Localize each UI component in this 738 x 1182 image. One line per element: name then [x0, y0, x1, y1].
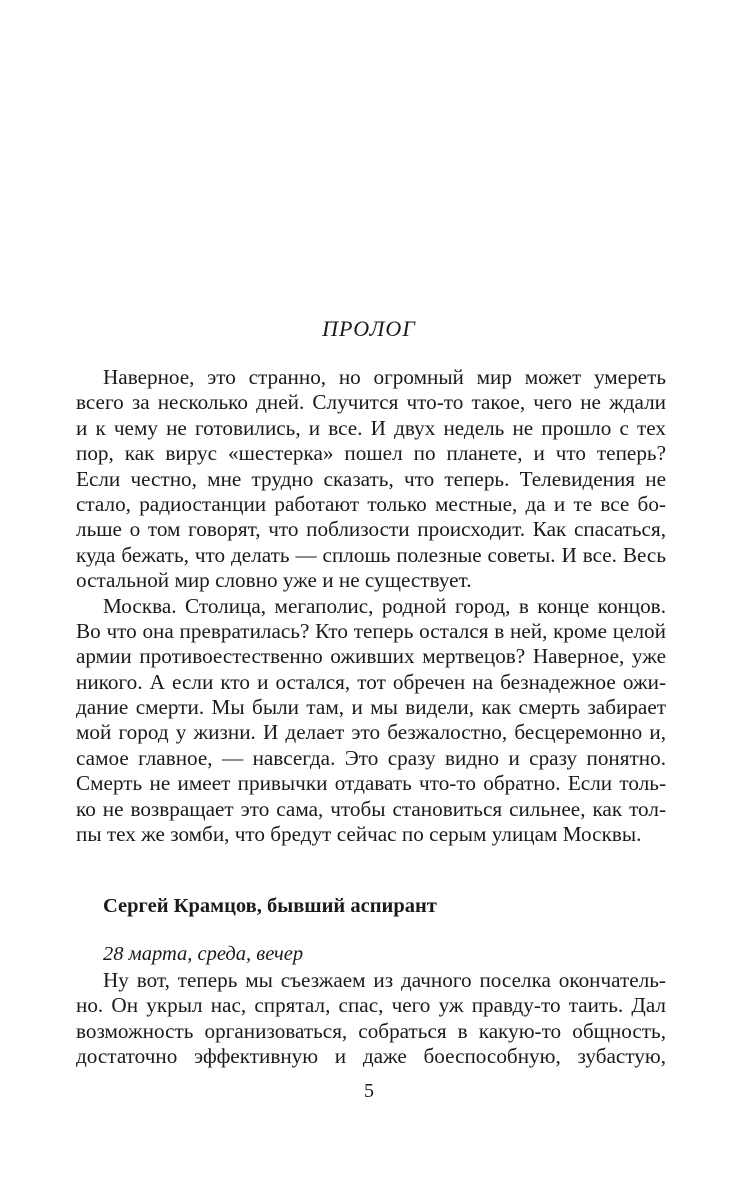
entry-text	[76, 968, 666, 1070]
prologue-line: и к чему не готовились, и все. И двух недель не прошло с тех	[76, 415, 666, 440]
prologue-line: куда бежать, что делать — сплошь полезные советы. И все. Весь	[76, 542, 666, 567]
entry-line: достаточно эффективную и даже боеспособную, зубастую,	[76, 1044, 666, 1069]
prologue-line: льше о том говорят, что поблизости происходит. Как спасаться,	[76, 517, 666, 542]
prologue-line: пы тех же зомби, что бредут сейчас по серым улицам Москвы.	[76, 822, 642, 847]
prologue-line: остальной мир словно уже и не существует.	[76, 568, 472, 593]
prologue-line: самое главное, — навсегда. Это сразу видно и сразу понятно.	[76, 745, 666, 770]
entry-date: 28 марта, среда, вечер	[103, 943, 304, 965]
prologue-line: Москва. Столица, мегаполис, родной город, в конце концов.	[103, 593, 666, 618]
prologue-line: Смерть не имеет привычки отдавать что-то обратно. Если толь-	[76, 771, 666, 796]
prologue-line: Если честно, мне трудно сказать, что теперь. Телевидения не	[76, 466, 666, 491]
prologue-line: мой город у жизни. И делает это безжалостно, бесцеремонно и,	[76, 720, 666, 745]
prologue-line: стало, радиостанции работают только местные, да и те все бо-	[76, 491, 666, 516]
prologue-line: всего за несколько дней. Случится что-то такое, чего не ждали	[76, 390, 666, 415]
chapter-title: ПРОЛОГ	[322, 316, 416, 341]
prologue-line: пор, как вирус «шестерка» пошел по планете, и что теперь?	[76, 441, 666, 466]
prologue-line: дание смерти. Мы были там, и мы видели, как смерть забирает	[76, 695, 666, 720]
prologue-line: Во что она превратилась? Кто теперь остался в ней, кроме целой	[76, 618, 666, 643]
prologue-line: Наверное, это странно, но огромный мир может умереть	[103, 365, 666, 389]
section-heading: Сергей Крамцов, бывший аспирант	[103, 895, 437, 917]
prologue-line: ко не возвращает это сама, чтобы становиться сильнее, как тол-	[76, 796, 666, 821]
prologue-text	[76, 365, 666, 847]
page-number: 5	[364, 1080, 374, 1102]
prologue-line: армии противоестественно оживших мертвецов? Наверное, уже	[76, 644, 666, 669]
entry-line: возможность организоваться, собраться в какую-то общность,	[76, 1018, 666, 1043]
entry-line: но. Он укрыл нас, спрятал, спас, чего уж правду-то таить. Дал	[76, 993, 666, 1018]
entry-line: Ну вот, теперь мы съезжаем из дачного поселка окончатель-	[103, 968, 666, 992]
prologue-line: никого. А если кто и остался, тот обречен на безнадежное ожи-	[76, 669, 666, 694]
